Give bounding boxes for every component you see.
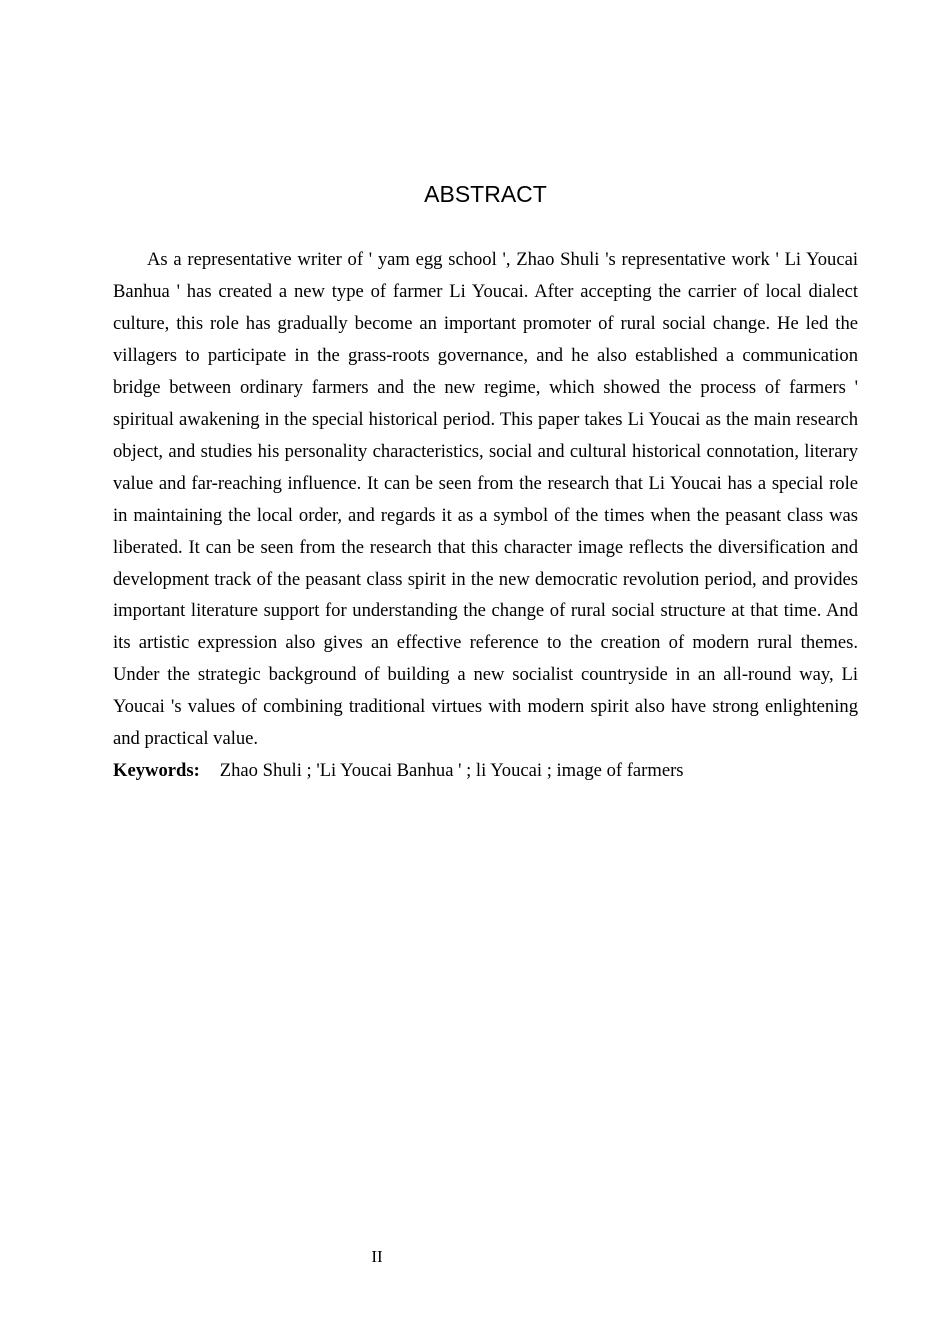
page-number: II bbox=[371, 1247, 383, 1266]
abstract-body: As a representative writer of ' yam egg school ', Zhao Shuli 's representative work ' Li Youcai Banhua ' has created a new type of farmer Li Youcai. After accepting the carrier of local dialect culture, this role has gradually become an important promoter of rural social change. He led the villagers to participate in the grass-roots governance, and he also established a communication bridge between ordinary farmers and the new regime, which showed the process of farmers ' spiritual awakening in the special historical period. This paper takes Li Youcai as the main research object, and studies his personality characteristics, social and cultural historical connotation, literary value and far-reaching influence. It can be seen from the research that Li Youcai has a special role in maintaining the local order, and regards it as a symbol of the times when the peasant class was liberated. It can be seen from the research that this character image reflects the diversification and development track of the peasant class spirit in the new democratic revolution period, and provides important literature support for understanding the change of rural social structure at that time. And its artistic expression also gives an effective reference to the creation of modern rural themes. Under the strategic background of building a new socialist countryside in an all-round way, Li Youcai 's values of combining traditional virtues with modern spirit also have strong enlightening and practical value. bbox=[113, 249, 858, 750]
keywords-label: Keywords: bbox=[113, 760, 200, 781]
keywords-value: Zhao Shuli ; 'Li Youcai Banhua ' ; li Youcai ; image of farmers bbox=[219, 760, 684, 781]
abstract-title: ABSTRACT bbox=[424, 181, 547, 207]
keywords-line bbox=[113, 755, 858, 787]
